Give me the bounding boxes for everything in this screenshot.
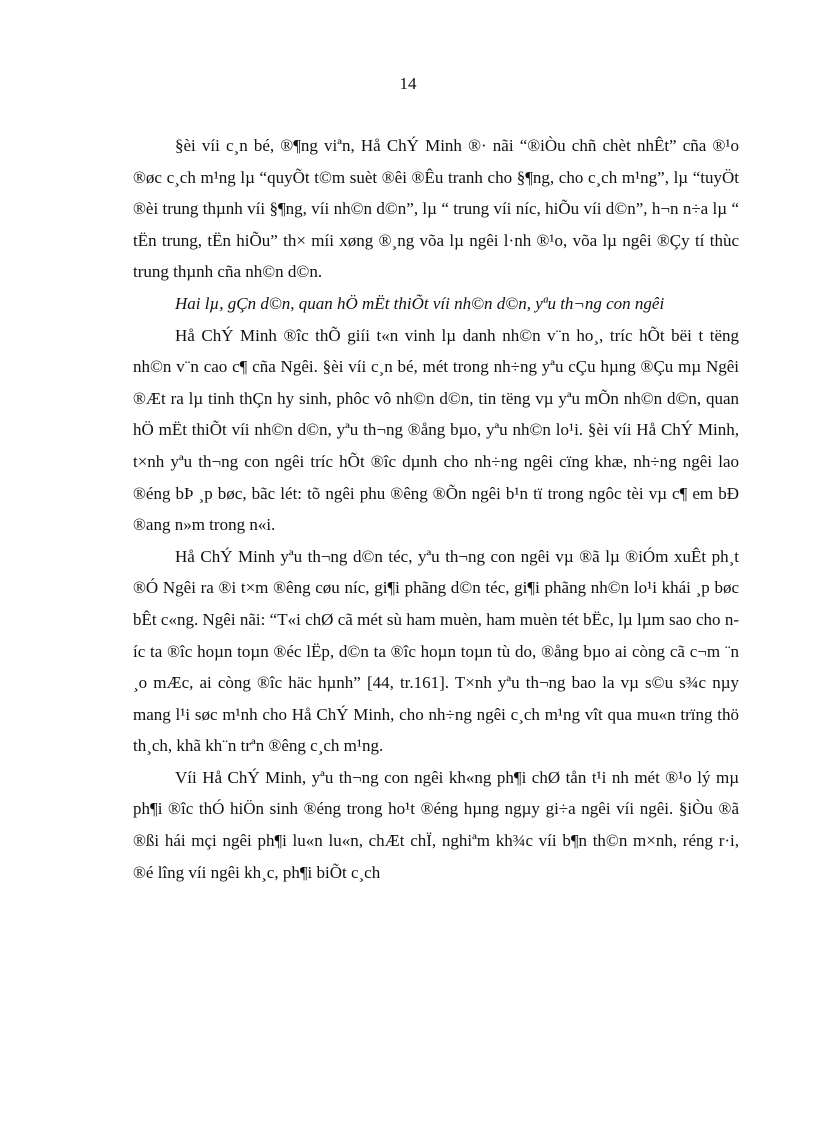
- paragraph-humanist-ideology: Hå ChÝ Minh ®îc thÕ giíi t«n vinh lµ danh nh©n v¨n ho¸, tríc hÕt bëi t tëng nh©n v¨n cao c¶ cña Ngêi. §èi víi c¸n bé, mét trong nh÷ng yªu cÇu hµng ®Çu mµ Ngêi ®Æt ra lµ tinh thÇn hy sinh, phôc vô nh©n d©n, tin tëng vµ yªu mÕn nh©n d©n, quan hÖ mËt thiÕt víi nh©n d©n, yªu th¬ng ®ång bµo, yªu nh©n lo¹i. §èi víi Hå ChÝ Minh, t×nh yªu th¬ng con ngêi tríc hÕt ®îc dµnh cho nh÷ng ngêi cïng khæ, nh÷ng ngêi lao ®éng bÞ ¸p bøc, bãc lét: tõ ngêi phu ®êng ®Õn ngêi b¹n tï trong ngôc tèi vµ c¶ em bÐ ®ang n»m trong n«i.: [133, 325, 739, 535]
- paragraph-cadre-loyalty: §èi víi c¸n bé, ®¶ng viªn, Hå ChÝ Minh ®· nãi “®iÒu chñ chèt nhÊt” cña ®¹o ®øc c¸ch m¹ng lµ “quyÕt t©m suèt ®êi ®Êu tranh cho §¶ng, cho c¸ch m¹ng”, lµ “tuyÖt ®èi trung thµnh víi §¶ng, víi nh©n d©n”, lµ “ trung víi níc, hiÕu víi d©n”, h¬n n÷a lµ “ tËn trung, tËn hiÕu” th× míi xøng ®¸ng võa lµ ngêi l·nh ®¹o, võa lµ ngêi ®Çy tí thùc trung thµnh cña nh©n d©n.: [133, 136, 739, 282]
- section-heading-italic: Hai lµ, gÇn d©n, quan hÖ mËt thiÕt víi nh©n d©n, yªu th¬ng con ngêi: [175, 293, 665, 313]
- paragraph-daily-practice: Víi Hå ChÝ Minh, yªu th¬ng con ngêi kh«ng ph¶i chØ tån t¹i nh mét ®¹o lý mµ ph¶i ®îc thÓ hiÖn sinh ®éng trong ho¹t ®éng hµng ngµy gi÷a ngêi víi ngêi. §iÒu ®ã ®ßi hái mçi ngêi ph¶i lu«n lu«n, chÆt chÏ, nghiªm kh¾c víi b¶n th©n m×nh, réng r·i, ®é lîng víi ngêi kh¸c, ph¶i biÕt c¸ch: [133, 767, 739, 882]
- body-text: [133, 130, 739, 888]
- page-number: 14: [399, 74, 417, 93]
- paragraph-love-for-nation: Hå ChÝ Minh yªu th¬ng d©n téc, yªu th¬ng con ngêi vµ ®ã lµ ®iÓm xuÊt ph¸t ®Ó Ngêi ra ®i t×m ®êng cøu níc, gi¶i phãng d©n téc, gi¶i phãng nh©n lo¹i khái ¸p bøc bÊt c«ng. Ngêi nãi: “T«i chØ cã mét sù ham muèn, ham muèn tét bËc, lµ lµm sao cho níc ta ®îc hoµn toµn ®éc lËp, d©n ta ®îc hoµn toµn tù do, ®ång bµo ai còng cã c¬m ¨n ¸o mÆc, ai còng ®îc häc hµnh” [44, tr.161]. T×nh yªu th¬ng bao la vµ s©u s¾c nµy mang l¹i søc m¹nh cho Hå ChÝ Minh, cho nh÷ng ngêi c¸ch m¹ng vît qua mu«n trïng thö th¸ch, khã kh¨n trªn ®êng c¸ch m¹ng.: [133, 546, 739, 756]
